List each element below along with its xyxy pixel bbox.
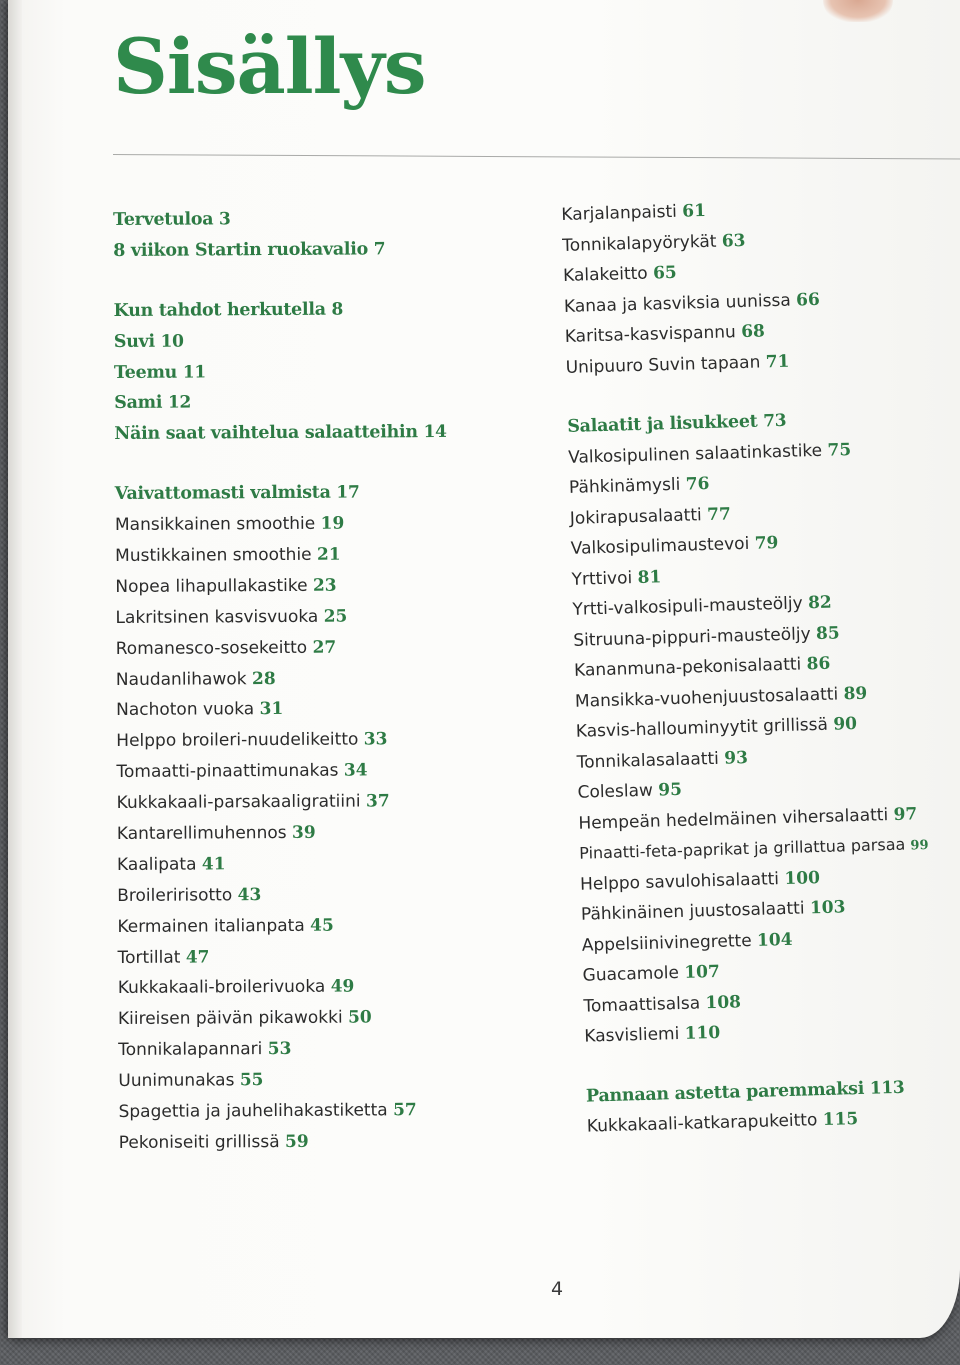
toc-entry-label: Sitruuna-pippuri-mausteöljy (573, 623, 811, 651)
toc-entry-label: Näin saat vaihtelua salaatteihin (114, 422, 418, 445)
toc-entry-label: Helppo broileri-nuudelikeitto (116, 729, 359, 752)
toc-page-number: 50 (347, 1007, 372, 1028)
toc-page-number: 115 (822, 1109, 859, 1131)
toc-page-number: 63 (721, 230, 746, 252)
toc-page-number: 100 (784, 867, 821, 889)
toc-entry-label: Appelsiinivinegrette (581, 930, 752, 956)
toc-entry-label: Salaatit ja lisukkeet (567, 411, 758, 437)
toc-entry-label: Unipuuro Suvin tapaan (565, 352, 761, 378)
toc-entry-label: Kasvisliemi (584, 1024, 680, 1047)
toc-page-number: 59 (284, 1131, 309, 1152)
toc-page-number: 31 (259, 699, 284, 720)
toc-page-number: 39 (291, 822, 316, 843)
toc-page-number: 103 (809, 897, 846, 919)
toc-page-number: 89 (843, 683, 868, 704)
toc-entry-label: Pähkinämysli (568, 474, 681, 498)
section-gap (114, 448, 534, 480)
toc-entry-label: Mansikka-vuohenjuustosalaatti (574, 683, 839, 712)
toc-entry-label: Nopea lihapullakastike (115, 575, 308, 597)
toc-entry-label: Karitsa-kasvispannu (564, 322, 737, 347)
toc-entry (117, 909, 537, 942)
toc-page-number: 73 (762, 410, 787, 432)
toc-entry-label: Kananmuna-pekonisalaatti (573, 654, 802, 681)
toc-entry-label: Uunimunakas (118, 1070, 235, 1092)
toc-page-number: 81 (637, 566, 662, 588)
thumb (823, 0, 893, 22)
toc-entry-label: Kukkakaali-katkarapukeitto (586, 1110, 818, 1137)
toc-entry (118, 1064, 538, 1097)
toc-left-column (113, 202, 539, 1158)
page-number: 4 (551, 1278, 564, 1300)
toc-page-number: 68 (740, 321, 766, 343)
toc-page-number: 85 (815, 622, 840, 644)
toc-entry (114, 355, 534, 388)
toc-entry (115, 600, 535, 633)
toc-entry-label: Tortillat (117, 947, 181, 968)
toc-page-number: 14 (423, 422, 447, 443)
toc-entry-label: Coleslaw (577, 780, 654, 803)
toc-entry-label: Sami (114, 393, 163, 414)
toc-entry-label: Tomaattisalsa (583, 992, 701, 1017)
toc-entry (115, 569, 535, 602)
toc-page-number: 82 (807, 592, 833, 614)
toc-entry-label: Pähkinäinen juustosalaatti (580, 898, 805, 925)
toc-entry-label: Pekoniseiti grillissä (118, 1131, 280, 1153)
toc-entry (113, 233, 533, 266)
toc-entry (117, 878, 537, 911)
toc-entry-label: Nachoton vuoka (116, 699, 255, 721)
toc-entry-label: Tonnikalapyörykät (561, 231, 717, 256)
toc-page-number: 19 (320, 513, 345, 534)
toc-entry-label: Kukkakaali-broilerivuoka (117, 977, 326, 999)
toc-page-number: 33 (363, 729, 388, 750)
toc-entry-label: Suvi (113, 331, 155, 352)
title-divider (113, 154, 960, 159)
toc-entry (116, 755, 536, 788)
toc-entry (119, 1125, 539, 1158)
toc-entry-label: Karjalanpaisti (561, 201, 678, 225)
toc-page-number: 7 (373, 239, 386, 260)
toc-entry-label: Kanaa ja kasviksia uunissa (563, 290, 792, 317)
toc-page-number: 8 (331, 299, 344, 320)
toc-page-number: 34 (343, 760, 368, 781)
toc-entry-label: 8 viikon Startin ruokavalio (113, 239, 368, 261)
toc-entry (114, 293, 534, 326)
toc-entry (114, 324, 534, 357)
toc-page-number: 27 (312, 637, 337, 658)
toc-entry (117, 816, 537, 849)
toc-entry-label: Vaivattomasti valmista (114, 482, 331, 505)
toc-entry (117, 786, 537, 819)
toc-entry-label: Naudanlihawok (115, 668, 247, 690)
toc-entry-label: Tonnikalasalaatti (576, 748, 720, 773)
toc-entry (116, 693, 536, 726)
toc-entry-label: Yrttivoi (571, 567, 633, 590)
toc-page-number: 110 (684, 1022, 721, 1044)
toc-page-number: 97 (893, 803, 918, 825)
toc-page-number: 25 (323, 606, 348, 627)
toc-page-number: 77 (706, 503, 732, 525)
section-gap (113, 264, 533, 296)
toc-page-number: 53 (267, 1039, 292, 1060)
toc-entry-label: Pinaatti-feta-paprikat ja grillattua parsaa (578, 834, 906, 863)
toc-page-number: 108 (705, 991, 742, 1013)
toc-page-number: 55 (239, 1070, 264, 1091)
toc-page-number: 37 (365, 791, 390, 812)
toc-entry-label: Teemu (113, 362, 178, 383)
toc-entry (114, 386, 534, 419)
toc-entry-label: Kun tahdot herkutella (113, 299, 326, 321)
toc-page-number: 3 (218, 209, 231, 230)
toc-page-number: 28 (251, 668, 276, 689)
toc-page-number: 99 (910, 837, 929, 854)
toc-entry (118, 971, 538, 1004)
toc-page-number: 43 (237, 884, 262, 906)
toc-entry-label: Guacamole (582, 963, 680, 986)
toc-entry-label: Broileririsotto (117, 885, 233, 906)
toc-entry (118, 1002, 538, 1035)
toc-entry-label: Lakritsinen kasvisvuoka (115, 606, 319, 628)
toc-page-number: 21 (316, 544, 341, 565)
toc-entry (115, 477, 535, 510)
toc-entry (117, 847, 537, 880)
toc-entry-label: Kiireisen päivän pikawokki (117, 1007, 343, 1030)
toc-page-number: 66 (795, 289, 821, 310)
toc-entry (118, 1094, 538, 1127)
toc-entry (115, 538, 535, 571)
toc-entry-label: Spagettia ja jauhelihakastiketta (118, 1100, 388, 1123)
toc-page-number: 49 (330, 977, 355, 998)
toc-page-number: 45 (310, 915, 334, 936)
toc-page-number: 75 (827, 439, 852, 461)
toc-entry-label: Tervetuloa (113, 209, 214, 230)
toc-page-number: 12 (167, 392, 192, 414)
toc-page-number: 57 (393, 1100, 417, 1121)
toc-entry-label: Mustikkainen smoothie (115, 544, 312, 567)
toc-entry-label: Kaalipata (116, 854, 197, 875)
toc-entry-label: Kasvis-hallouminyytit grillissä (575, 714, 829, 742)
toc-entry (113, 202, 533, 235)
toc-page-number: 79 (754, 533, 779, 554)
toc-entry-label: Kermainen italianpata (117, 915, 305, 937)
toc-entry (114, 417, 534, 450)
toc-page-number: 11 (182, 361, 206, 383)
toc-page-number: 93 (723, 747, 749, 769)
toc-page-number: 90 (833, 713, 858, 735)
toc-page-number: 95 (658, 779, 683, 801)
toc-entry-label: Romanesco-sosekeitto (115, 637, 308, 659)
toc-page-number: 86 (806, 653, 831, 675)
toc-page-number: 104 (756, 929, 793, 951)
toc-entry-label: Helppo savulohisalaatti (579, 868, 780, 895)
toc-page-number: 17 (336, 482, 360, 503)
toc-page-number: 107 (684, 961, 721, 983)
toc-entry (118, 1033, 538, 1066)
toc-entry-label: Kalakeitto (562, 263, 648, 286)
toc-entry (116, 631, 536, 664)
toc-right-column (561, 189, 960, 1142)
toc-entry-label: Valkosipulimaustevoi (570, 533, 750, 559)
toc-entry-label: Tomaatti-pinaattimunakas (116, 760, 339, 783)
book-page (8, 0, 960, 1338)
toc-page-number: 41 (201, 854, 226, 875)
toc-entry-label: Pannaan astetta paremmaksi (585, 1078, 865, 1107)
toc-page-number: 61 (681, 200, 707, 222)
toc-entry (118, 940, 538, 973)
toc-entry-label: Tonnikalapannari (118, 1039, 263, 1061)
toc-page-number: 47 (185, 947, 210, 968)
page-title: Sisällys (113, 22, 426, 111)
toc-entry-label: Valkosipulinen salaatinkastike (567, 440, 823, 468)
toc-page-number: 65 (652, 262, 677, 284)
toc-page-number: 23 (312, 575, 337, 596)
page-edge (8, 0, 22, 1338)
toc-entry-label: Kantarellimuhennos (116, 822, 287, 845)
toc-entry (116, 724, 536, 757)
toc-page-number: 71 (765, 351, 790, 372)
toc-entry-label: Hempeän hedelmäinen vihersalaatti (578, 804, 889, 834)
toc-page-number: 113 (869, 1077, 905, 1099)
toc-page-number: 10 (160, 331, 184, 352)
toc-entry-label: Kukkakaali-parsakaaligratiini (116, 791, 361, 814)
toc-entry-label: Jokirapusalaatti (569, 504, 702, 529)
toc-entry (115, 508, 535, 541)
toc-entry-label: Yrtti-valkosipuli-mausteöljy (572, 593, 803, 620)
toc-page-number: 76 (685, 473, 710, 495)
toc-entry-label: Mansikkainen smoothie (114, 513, 316, 536)
toc-entry (116, 662, 536, 695)
